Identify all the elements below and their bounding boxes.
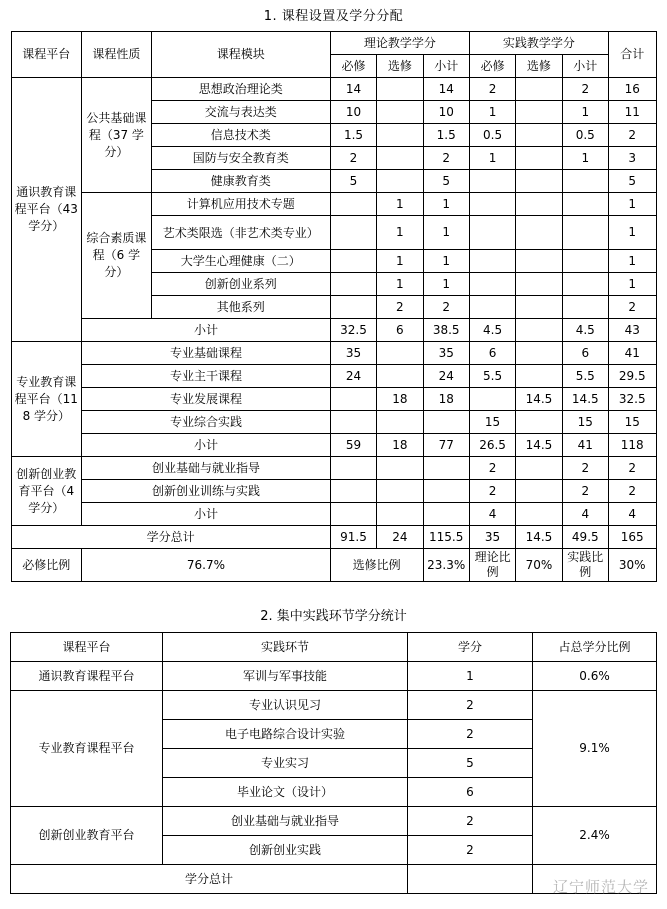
row-theory-subtotal: 24 [423, 365, 469, 388]
grand-total-label: 学分总计 [11, 526, 330, 549]
row-module: 计算机应用技术专题 [151, 193, 330, 216]
row-theory-required [330, 250, 376, 273]
table-subtotal-row [11, 434, 656, 457]
row-theory-subtotal: 1 [423, 250, 469, 273]
practice-credits-table [10, 632, 657, 894]
innovation-subtotal-theory-required [330, 503, 376, 526]
header-credits: 学分 [408, 633, 533, 662]
header-theory-required: 必修 [330, 55, 376, 78]
row-theory-elective: 1 [377, 250, 423, 273]
row-practice-elective [516, 124, 562, 147]
major-subtotal-theory-elective: 18 [377, 434, 423, 457]
row-theory-subtotal: 2 [423, 147, 469, 170]
row-theory-required [330, 216, 376, 250]
row-theory-subtotal: 14 [423, 78, 469, 101]
row-credits: 1 [408, 662, 533, 691]
row-total: 1 [608, 216, 656, 250]
row-theory-required [330, 273, 376, 296]
row-total: 2 [608, 480, 656, 503]
row-practice-subtotal: 6 [562, 342, 608, 365]
row-theory-subtotal: 18 [423, 388, 469, 411]
ratio-practice-value: 30% [608, 549, 656, 582]
row-practice-subtotal: 0.5 [562, 124, 608, 147]
innovation-subtotal-practice-subtotal: 4 [562, 503, 608, 526]
row-practice-elective [516, 101, 562, 124]
row-module: 国防与安全教育类 [151, 147, 330, 170]
group-platform: 通识教育课程平台 [11, 662, 163, 691]
row-practice-elective: 14.5 [516, 388, 562, 411]
innovation-subtotal-theory-subtotal [423, 503, 469, 526]
section2-title: 2. 集中实践环节学分统计 [260, 609, 407, 624]
grand-total-theory-subtotal: 115.5 [423, 526, 469, 549]
row-module: 专业主干课程 [82, 365, 331, 388]
ratio-row [11, 549, 656, 582]
row-module: 创业基础与就业指导 [82, 457, 331, 480]
watermark: 辽宁师范大学 [552, 878, 649, 896]
row-theory-required [330, 411, 376, 434]
row-theory-required [330, 480, 376, 503]
section-spacer [10, 582, 657, 608]
row-total: 1 [608, 273, 656, 296]
ratio-elective-value: 23.3% [423, 549, 469, 582]
row-theory-subtotal: 2 [423, 296, 469, 319]
major-subtotal-theory-subtotal: 77 [423, 434, 469, 457]
row-credits: 2 [408, 720, 533, 749]
row-practice-subtotal [562, 216, 608, 250]
section2-total-credits [408, 865, 533, 894]
group-platform: 专业教育课程平台 [11, 691, 163, 807]
row-theory-elective [377, 170, 423, 193]
header-total: 合计 [608, 32, 656, 78]
row-total: 2 [608, 296, 656, 319]
general-subtotal-theory-subtotal: 38.5 [423, 319, 469, 342]
row-theory-required: 14 [330, 78, 376, 101]
row-practice-link: 专业认识见习 [163, 691, 408, 720]
header-platform: 课程平台 [11, 633, 163, 662]
header-practice-required: 必修 [469, 55, 515, 78]
major-subtotal-total: 118 [608, 434, 656, 457]
header-percent: 占总学分比例 [533, 633, 657, 662]
row-total: 2 [608, 124, 656, 147]
ratio-required-value: 76.7% [82, 549, 331, 582]
header-platform: 课程平台 [11, 32, 82, 78]
row-credits: 6 [408, 778, 533, 807]
row-theory-elective [377, 342, 423, 365]
row-theory-subtotal: 10 [423, 101, 469, 124]
row-theory-elective [377, 124, 423, 147]
ratio-theory-value: 70% [516, 549, 562, 582]
row-practice-required: 6 [469, 342, 515, 365]
row-practice-elective [516, 193, 562, 216]
general-subtotal-theory-required: 32.5 [330, 319, 376, 342]
row-theory-required [330, 296, 376, 319]
row-practice-elective [516, 296, 562, 319]
grand-total-theory-required: 91.5 [330, 526, 376, 549]
row-practice-required [469, 170, 515, 193]
row-module: 创新创业系列 [151, 273, 330, 296]
row-practice-subtotal: 5.5 [562, 365, 608, 388]
row-credits: 2 [408, 691, 533, 720]
general-subtotal-total: 43 [608, 319, 656, 342]
row-practice-required [469, 388, 515, 411]
row-theory-subtotal: 1.5 [423, 124, 469, 147]
row-module: 专业发展课程 [82, 388, 331, 411]
row-practice-subtotal [562, 273, 608, 296]
row-total: 3 [608, 147, 656, 170]
table-grand-total-row [11, 526, 656, 549]
general-subtotal-practice-elective [516, 319, 562, 342]
table-row [11, 411, 656, 434]
row-theory-elective [377, 147, 423, 170]
table-total-row [11, 865, 657, 894]
row-practice-required: 1 [469, 147, 515, 170]
row-practice-elective [516, 365, 562, 388]
row-module: 专业综合实践 [82, 411, 331, 434]
general-subtotal-label: 小计 [82, 319, 331, 342]
table-row [11, 480, 656, 503]
row-total: 1 [608, 250, 656, 273]
platform-general: 通识教育课程平台（43 学分） [11, 78, 82, 342]
row-practice-elective [516, 457, 562, 480]
group-percent: 2.4% [533, 807, 657, 865]
table-row [11, 807, 657, 836]
header-module: 课程模块 [151, 32, 330, 78]
group-percent: 9.1% [533, 691, 657, 807]
row-module: 健康教育类 [151, 170, 330, 193]
row-practice-required [469, 193, 515, 216]
header-nature: 课程性质 [82, 32, 152, 78]
row-theory-required [330, 193, 376, 216]
row-practice-subtotal: 14.5 [562, 388, 608, 411]
general-subtotal-theory-elective: 6 [377, 319, 423, 342]
major-subtotal-practice-required: 26.5 [469, 434, 515, 457]
ratio-practice-label: 实践比例 [562, 549, 608, 582]
row-practice-subtotal: 1 [562, 101, 608, 124]
row-theory-elective: 18 [377, 388, 423, 411]
section2-total-label: 学分总计 [11, 865, 408, 894]
group-percent: 0.6% [533, 662, 657, 691]
row-theory-subtotal [423, 411, 469, 434]
header-practice-subtotal: 小计 [562, 55, 608, 78]
section2-total-percent [533, 865, 657, 894]
row-module: 信息技术类 [151, 124, 330, 147]
row-practice-link: 毕业论文（设计） [163, 778, 408, 807]
row-practice-elective [516, 250, 562, 273]
table-row [11, 691, 657, 720]
row-practice-subtotal [562, 193, 608, 216]
row-theory-elective: 2 [377, 296, 423, 319]
row-theory-required: 24 [330, 365, 376, 388]
row-total: 5 [608, 170, 656, 193]
row-practice-required: 5.5 [469, 365, 515, 388]
major-subtotal-practice-elective: 14.5 [516, 434, 562, 457]
row-practice-required [469, 296, 515, 319]
row-practice-required: 2 [469, 78, 515, 101]
row-theory-elective: 1 [377, 273, 423, 296]
table-subtotal-row [11, 503, 656, 526]
nature-public-basic: 公共基础课程（37 学分） [82, 78, 152, 193]
innovation-subtotal-practice-required: 4 [469, 503, 515, 526]
row-theory-elective: 1 [377, 193, 423, 216]
row-practice-subtotal: 2 [562, 78, 608, 101]
row-theory-elective: 1 [377, 216, 423, 250]
innovation-subtotal-label: 小计 [82, 503, 331, 526]
row-practice-elective [516, 216, 562, 250]
row-theory-elective [377, 78, 423, 101]
row-practice-required: 1 [469, 101, 515, 124]
row-total: 2 [608, 457, 656, 480]
credit-allocation-table [11, 31, 657, 582]
row-module: 专业基础课程 [82, 342, 331, 365]
innovation-subtotal-practice-elective [516, 503, 562, 526]
row-practice-subtotal: 2 [562, 480, 608, 503]
row-theory-required [330, 388, 376, 411]
ratio-theory-label: 理论比例 [469, 549, 515, 582]
table-header-row [11, 32, 656, 55]
row-practice-elective [516, 170, 562, 193]
header-theory-subtotal: 小计 [423, 55, 469, 78]
row-theory-required: 10 [330, 101, 376, 124]
header-practice-elective: 选修 [516, 55, 562, 78]
table-row [11, 365, 656, 388]
row-practice-elective [516, 342, 562, 365]
table-row [11, 193, 656, 216]
table-row [11, 342, 656, 365]
row-total: 16 [608, 78, 656, 101]
row-module: 艺术类限选（非艺术类专业） [151, 216, 330, 250]
table-header-row [11, 633, 657, 662]
row-practice-elective [516, 480, 562, 503]
row-practice-required: 15 [469, 411, 515, 434]
row-practice-required [469, 273, 515, 296]
row-theory-subtotal: 1 [423, 216, 469, 250]
row-practice-required: 2 [469, 480, 515, 503]
major-subtotal-theory-required: 59 [330, 434, 376, 457]
row-practice-required [469, 216, 515, 250]
row-practice-required [469, 250, 515, 273]
row-practice-required: 2 [469, 457, 515, 480]
header-theory-elective: 选修 [377, 55, 423, 78]
row-practice-subtotal: 1 [562, 147, 608, 170]
row-practice-elective [516, 78, 562, 101]
row-practice-elective [516, 147, 562, 170]
row-practice-required: 0.5 [469, 124, 515, 147]
row-practice-subtotal [562, 170, 608, 193]
grand-total-total: 165 [608, 526, 656, 549]
grand-total-practice-elective: 14.5 [516, 526, 562, 549]
row-total: 41 [608, 342, 656, 365]
table-subtotal-row [11, 319, 656, 342]
header-theory-group: 理论教学学分 [330, 32, 469, 55]
row-practice-link: 创业基础与就业指导 [163, 807, 408, 836]
general-subtotal-practice-required: 4.5 [469, 319, 515, 342]
row-module: 交流与表达类 [151, 101, 330, 124]
row-credits: 5 [408, 749, 533, 778]
row-module: 大学生心理健康（二） [151, 250, 330, 273]
header-practice-link: 实践环节 [163, 633, 408, 662]
row-theory-subtotal [423, 457, 469, 480]
row-theory-required [330, 457, 376, 480]
innovation-subtotal-theory-elective [377, 503, 423, 526]
row-practice-elective [516, 273, 562, 296]
row-practice-subtotal: 15 [562, 411, 608, 434]
row-practice-link: 军训与军事技能 [163, 662, 408, 691]
row-practice-subtotal [562, 296, 608, 319]
row-theory-required: 5 [330, 170, 376, 193]
row-practice-subtotal [562, 250, 608, 273]
row-theory-subtotal: 5 [423, 170, 469, 193]
grand-total-theory-elective: 24 [377, 526, 423, 549]
row-total: 29.5 [608, 365, 656, 388]
row-practice-link: 专业实习 [163, 749, 408, 778]
table-row [11, 78, 656, 101]
major-subtotal-label: 小计 [82, 434, 331, 457]
row-theory-elective [377, 365, 423, 388]
ratio-required-label: 必修比例 [11, 549, 82, 582]
row-theory-elective [377, 457, 423, 480]
platform-innovation: 创新创业教育平台（4 学分） [11, 457, 82, 526]
row-module: 其他系列 [151, 296, 330, 319]
row-total: 11 [608, 101, 656, 124]
innovation-subtotal-total: 4 [608, 503, 656, 526]
row-theory-subtotal: 1 [423, 273, 469, 296]
platform-major: 专业教育课程平台（118 学分） [11, 342, 82, 457]
row-theory-subtotal: 1 [423, 193, 469, 216]
header-practice-group: 实践教学学分 [469, 32, 608, 55]
row-module: 思想政治理论类 [151, 78, 330, 101]
row-theory-elective [377, 101, 423, 124]
grand-total-practice-subtotal: 49.5 [562, 526, 608, 549]
row-theory-subtotal [423, 480, 469, 503]
row-credits: 2 [408, 807, 533, 836]
row-theory-required: 2 [330, 147, 376, 170]
row-practice-link: 创新创业实践 [163, 836, 408, 865]
row-total: 1 [608, 193, 656, 216]
section1-title: 1. 课程设置及学分分配 [263, 9, 404, 24]
grand-total-practice-required: 35 [469, 526, 515, 549]
row-module: 创新创业训练与实践 [82, 480, 331, 503]
major-subtotal-practice-subtotal: 41 [562, 434, 608, 457]
ratio-elective-label: 选修比例 [330, 549, 423, 582]
row-total: 32.5 [608, 388, 656, 411]
row-theory-elective [377, 480, 423, 503]
row-theory-required: 35 [330, 342, 376, 365]
row-theory-required: 1.5 [330, 124, 376, 147]
row-theory-elective [377, 411, 423, 434]
row-practice-elective [516, 411, 562, 434]
table-row [11, 457, 656, 480]
nature-comprehensive: 综合素质课程（6 学分） [82, 193, 152, 319]
row-practice-subtotal: 2 [562, 457, 608, 480]
table-row [11, 388, 656, 411]
group-platform: 创新创业教育平台 [11, 807, 163, 865]
general-subtotal-practice-subtotal: 4.5 [562, 319, 608, 342]
row-credits: 2 [408, 836, 533, 865]
row-theory-subtotal: 35 [423, 342, 469, 365]
row-total: 15 [608, 411, 656, 434]
table-row [11, 662, 657, 691]
row-practice-link: 电子电路综合设计实验 [163, 720, 408, 749]
